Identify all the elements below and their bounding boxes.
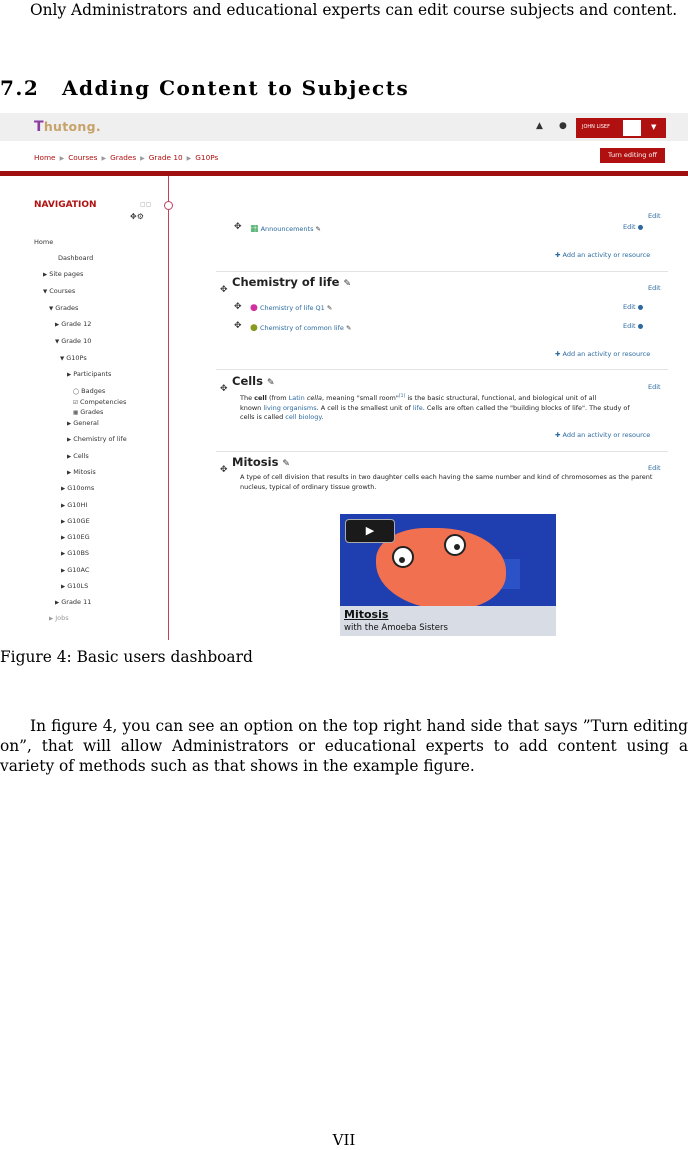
expand-icon: ▶ <box>61 535 66 541</box>
pencil-icon: ✎ <box>343 279 352 289</box>
badge-icon: ◯ <box>73 389 80 395</box>
breadcrumb-item[interactable]: G10Ps <box>195 153 219 162</box>
activity-edit-link[interactable]: Edit ● <box>623 303 644 311</box>
header-divider <box>0 171 688 176</box>
chemistry-q1-link[interactable]: ● Chemistry of life Q1 ✎ <box>250 303 333 313</box>
caret-down-icon[interactable]: ▼ <box>651 123 657 131</box>
move-icon[interactable]: ✥ <box>220 285 228 295</box>
announcements-link[interactable]: ▦ Announcements ✎ <box>250 224 321 234</box>
nav-competencies[interactable]: ☑ Competencies <box>73 398 127 406</box>
user-icon: ● <box>637 322 644 330</box>
amoeba-eye <box>392 546 414 568</box>
site-logo[interactable]: Thutong. <box>34 119 101 135</box>
move-icon[interactable]: ✥ <box>234 321 242 331</box>
section-divider <box>216 369 668 371</box>
expand-icon: ▶ <box>43 272 48 278</box>
dock-handle-icon[interactable] <box>164 201 173 210</box>
play-icon[interactable]: ▶ <box>345 519 395 543</box>
block-divider <box>168 176 169 640</box>
breadcrumb-item[interactable]: Grades <box>110 153 137 162</box>
add-activity-link[interactable]: ✚ Add an activity or resource <box>555 431 651 439</box>
section-edit-link[interactable]: Edit <box>648 383 661 391</box>
expand-icon: ▶ <box>61 584 66 590</box>
user-menu[interactable] <box>576 118 666 138</box>
nav-grades-sub[interactable]: ▦ Grades <box>73 408 104 416</box>
mitosis-description: A type of cell division that results in two daughter cells each having the same number and kind of chromosomes as the parent nucleus, typical of ordinary tissue growth. <box>240 473 653 491</box>
move-icon[interactable]: ✥ <box>234 222 242 232</box>
breadcrumb-item[interactable]: Home <box>34 153 56 162</box>
user-name: JOHN LISEF <box>582 124 610 130</box>
collapse-icon: ▼ <box>55 339 60 345</box>
nav-g10oms[interactable]: ▶ G10oms <box>61 484 95 492</box>
block-controls-icon[interactable]: ▢▢ <box>140 201 152 208</box>
expand-icon: ▶ <box>67 470 72 476</box>
nav-g10ge[interactable]: ▶ G10GE <box>61 517 90 525</box>
collapse-icon: ▼ <box>49 306 54 312</box>
section-heading <box>0 76 409 100</box>
nav-general[interactable]: ▶ General <box>67 419 99 427</box>
expand-icon: ▶ <box>49 616 54 622</box>
expand-icon: ▶ <box>61 568 66 574</box>
move-icon[interactable]: ✥ <box>220 384 228 394</box>
page-number: VII <box>332 1131 356 1149</box>
video-title: Mitosis <box>344 608 389 621</box>
breadcrumb-item[interactable]: Courses <box>68 153 98 162</box>
amoeba-illustration <box>376 528 506 610</box>
expand-icon: ▶ <box>61 519 66 525</box>
cells-description: The cell (from Latin cella, meaning "small room"[1] is the basic structural, functional, and biological unit of all known living organisms. A cell is the smallest unit of life. Cells are often called the "building blocks of life". The study of cells is called cell biology. <box>240 394 630 422</box>
nav-g10eg[interactable]: ▶ G10EG <box>61 533 90 541</box>
nav-cells[interactable]: ▶ Cells <box>67 452 89 460</box>
expand-icon: ▶ <box>67 437 72 443</box>
chat-icon[interactable]: ● <box>559 121 567 131</box>
activity-edit-link[interactable]: Edit ● <box>623 223 644 231</box>
move-gear-icon[interactable]: ✥⚙ <box>130 212 144 221</box>
add-activity-link[interactable]: ✚ Add an activity or resource <box>555 350 651 358</box>
nav-grade-12[interactable]: ▶ Grade 12 <box>55 320 92 328</box>
nav-home[interactable]: Home <box>34 238 54 246</box>
nav-badges[interactable]: ◯ Badges <box>73 387 106 395</box>
move-icon[interactable]: ✥ <box>220 465 228 475</box>
section-number: 7.2 <box>0 76 40 100</box>
breadcrumb: Home ▶ Courses ▶ Grades ▶ Grade 10 ▶ G10Ps <box>34 153 219 162</box>
dashboard-screenshot <box>0 113 688 640</box>
mitosis-video[interactable] <box>340 514 556 636</box>
nav-site-pages[interactable]: ▶ Site pages <box>43 270 84 278</box>
move-icon[interactable]: ✥ <box>234 302 242 312</box>
chemistry-common-life-link[interactable]: ● Chemistry of common life ✎ <box>250 323 352 333</box>
intro-paragraph: Only Administrators and educational experts can edit course subjects and content. <box>30 1 678 19</box>
nav-grade-11[interactable]: ▶ Grade 11 <box>55 598 92 606</box>
nav-g10ls[interactable]: ▶ G10LS <box>61 582 89 590</box>
nav-g10ps[interactable]: ▼ G10Ps <box>60 354 87 362</box>
video-subtitle: with the Amoeba Sisters <box>344 623 448 633</box>
lightbulb-icon: ● <box>250 303 258 313</box>
pencil-icon: ✎ <box>266 378 275 388</box>
top-bar <box>0 113 688 141</box>
nav-grades[interactable]: ▼ Grades <box>49 304 79 312</box>
avatar <box>623 120 641 136</box>
pencil-icon: ✎ <box>326 304 333 312</box>
nav-grade-10[interactable]: ▼ Grade 10 <box>55 337 92 345</box>
expand-icon: ▶ <box>61 486 66 492</box>
cells-section-title: Cells ✎ <box>232 374 275 388</box>
nav-courses[interactable]: ▼ Courses <box>43 287 76 295</box>
expand-icon: ▶ <box>55 600 60 606</box>
mitosis-section-title: Mitosis ✎ <box>232 455 290 469</box>
breadcrumb-item[interactable]: Grade 10 <box>148 153 183 162</box>
figure-caption: Figure 4: Basic users dashboard <box>0 648 253 666</box>
nav-jobs[interactable]: ▶ Jobs <box>49 614 69 622</box>
nav-mitosis[interactable]: ▶ Mitosis <box>67 468 96 476</box>
turn-editing-button[interactable]: Turn editing off <box>600 148 665 163</box>
pencil-icon: ✎ <box>345 324 352 332</box>
section-divider <box>216 271 668 273</box>
navigation-title: NAVIGATION <box>34 200 97 210</box>
user-icon: ● <box>637 303 644 311</box>
nav-g10hi[interactable]: ▶ G10HI <box>61 501 88 509</box>
section-edit-link[interactable]: Edit <box>648 464 661 472</box>
add-activity-link[interactable]: ✚ Add an activity or resource <box>555 251 651 259</box>
activity-edit-link[interactable]: Edit ● <box>623 322 644 330</box>
nav-g10bs[interactable]: ▶ G10BS <box>61 549 90 557</box>
expand-icon: ▶ <box>61 551 66 557</box>
expand-icon: ▶ <box>61 503 66 509</box>
nav-participants[interactable]: ▶ Participants <box>67 370 112 378</box>
expand-icon: ▶ <box>67 421 72 427</box>
nav-g10ac[interactable]: ▶ G10AC <box>61 566 90 574</box>
section-divider <box>216 451 668 453</box>
collapse-icon: ▼ <box>60 356 65 362</box>
nav-chemistry-of-life[interactable]: ▶ Chemistry of life <box>67 435 127 443</box>
pencil-icon: ✎ <box>282 459 290 469</box>
wiki-icon: ● <box>250 323 258 333</box>
pencil-icon: ✎ <box>315 225 321 233</box>
nav-dashboard[interactable]: Dashboard <box>58 254 94 262</box>
collapse-icon: ▼ <box>43 289 48 295</box>
section-edit-link[interactable]: Edit <box>648 284 661 292</box>
chemistry-section-title: Chemistry of life ✎ <box>232 275 352 289</box>
body-paragraph: In figure 4, you can see an option on the top right hand side that says ”Turn editing on”, that will allow Administrators or educational experts to add content using a variety of methods such as that shows in the example figure. <box>0 717 688 775</box>
checkbox-icon: ☑ <box>73 400 78 406</box>
user-icon: ● <box>637 223 644 231</box>
expand-icon: ▶ <box>67 372 72 378</box>
table-icon: ▦ <box>73 410 79 416</box>
section-edit-link[interactable]: Edit <box>648 212 661 220</box>
expand-icon: ▶ <box>67 454 72 460</box>
section-title: Adding Content to Subjects <box>62 76 410 100</box>
forum-icon: ▦ <box>250 224 259 234</box>
amoeba-eye <box>444 534 466 556</box>
bell-icon[interactable]: ▲ <box>536 121 543 131</box>
expand-icon: ▶ <box>55 322 60 328</box>
